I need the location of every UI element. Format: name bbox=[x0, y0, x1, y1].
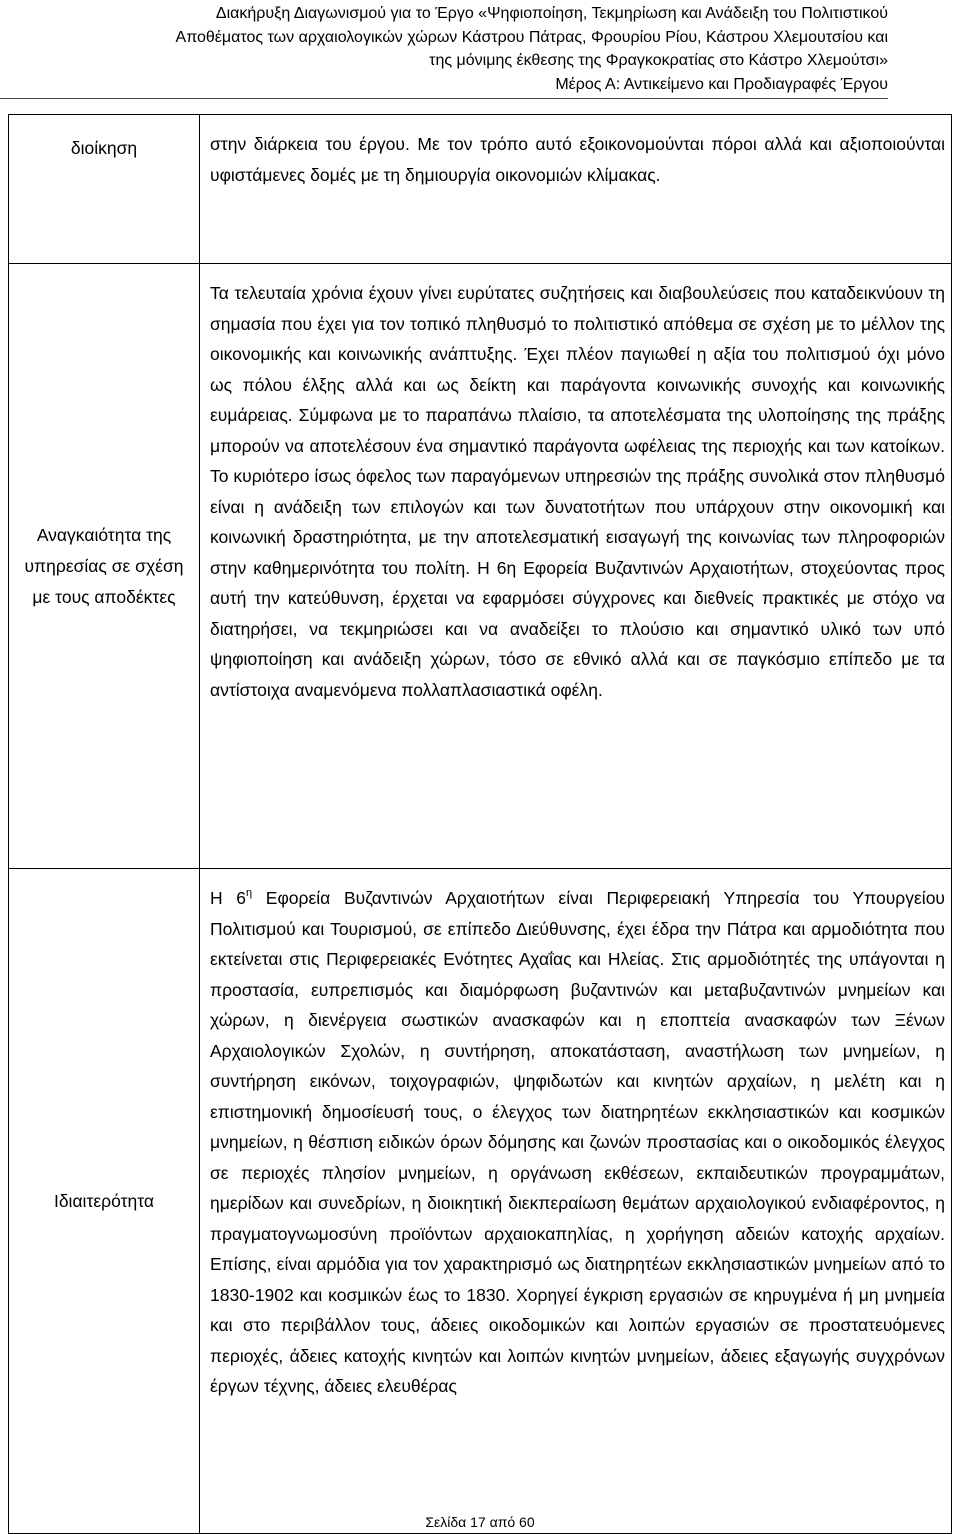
header-title-line-2: Αποθέματος των αρχαιολογικών χώρων Κάστρου Πάτρας, Φρουρίου Ρίου, Κάστρου Χλεμουτσίου και bbox=[175, 28, 888, 46]
row-label-administration: διοίκηση bbox=[9, 115, 200, 264]
page-header bbox=[0, 2, 888, 99]
table-row bbox=[9, 869, 952, 1534]
table-row bbox=[9, 115, 952, 264]
page-number: Σελίδα 17 από 60 bbox=[425, 1514, 535, 1530]
row-label-necessity: Αναγκαιότητα της υπηρεσίας σε σχέση με τους αποδέκτες bbox=[9, 264, 200, 869]
row-text-lead: Η 6 bbox=[210, 888, 247, 908]
row-label-particularity: Ιδιαιτερότητα bbox=[9, 869, 200, 1534]
row-text-particularity bbox=[200, 869, 952, 1534]
header-title-line-1: Διακήρυξη Διαγωνισμού για το Έργο «Ψηφιοποίηση, Τεκμηρίωση και Ανάδειξη του Πολιτιστικού bbox=[215, 5, 888, 22]
ordinal-superscript: η bbox=[246, 887, 253, 899]
spec-table bbox=[8, 114, 952, 1534]
header-title-line-3: της μόνιμης έκθεσης της Φραγκοκρατίας στο Κάστρο Χλεμούτσι» bbox=[429, 52, 888, 69]
header-section-title: Μέρος Α: Αντικείμενο και Προδιαγραφές Έργου bbox=[555, 75, 888, 93]
row-text-necessity: Τα τελευταία χρόνια έχουν γίνει ευρύτατες συζητήσεις και διαβουλεύσεις που καταδεικνύουν τη σημασία που έχει για τον τοπικό πληθυσμό το πολιτιστικό απόθεμα σε σχέση με το μέλλον της οικονομικής και κοινωνικής ανάπτυξης. Έχει πλέον παγιωθεί η αξία του πολιτισμού όχι μόνο ως πόλου έλξης αλλά και ως δείκτη και παράγοντα κοινωνικής συνοχής και κοινωνικής ευμάρειας. Σύμφωνα με το παραπάνω πλαίσιο, τα αποτελέσματα της υλοποίησης της πράξης μπορούν να αποτελέσουν ένα σημαντικό παράγοντα ωφέλειας της περιοχής και των κατοίκων. Το κυριότερο ίσως όφελος των παραγόμενων υπηρεσιών της πράξης συνολικά στον πληθυσμό είναι η ανάδειξη των επιλογών και των δυνατοτήτων που υπάρχουν στην οικονομική και κοινωνική δραστηριότητα, με την αποτελεσματική εισαγωγή της κοινωνίας των πληροφοριών στην καθημερινότητα του πολίτη. Η 6η Εφορεία Βυζαντινών Αρχαιοτήτων, στοχεύοντας προς αυτή την κατεύθυνση, έρχεται να εφαρμόσει σύγχρονες και διεθνείς πρακτικές με στόχο να διατηρήσει, να τεκμηριώσει και να αναδείξει το πλούσιο και σημαντικό υλικό των υπό ψηφιοποίηση και ανάδειξη χώρων, τόσο σε εθνικό αλλά και σε παγκόσμιο επίπεδο με τα αντίστοιχα αναμενόμενα πολλαπλασιαστικά οφέλη. bbox=[200, 264, 952, 869]
row-text-body: Εφορεία Βυζαντινών Αρχαιοτήτων είναι Περιφερειακή Υπηρεσία του Υπουργείου Πολιτισμού και Τουρισμού, σε επίπεδο Διεύθυνσης, έχει έδρα την Πάτρα και αρμοδιότητα που εκτείνεται στις Περιφερειακές Ενότητες Αχαΐας και Ηλείας. Στις αρμοδιότητές της υπάγονται η προστασία, ευπρεπισμός και διαμόρφωση βυζαντινών και μεταβυζαντινών μνημείων και χώρων, η διενέργεια σωστικών ανασκαφών και η εποπτεία ανασκαφών των Ξένων Αρχαιολογικών Σχολών, η συντήρηση, αποκατάσταση, αναστήλωση των μνημείων, η συντήρηση εικόνων, τοιχογραφιών, ψηφιδωτών και κινητών αρχαίων, η μελέτη και η επιστημονική δημοσίευσή τους, ο έλεγχος των διατηρητέων εκκλησιαστικών και κοσμικών μνημείων, η θέσπιση ειδικών όρων δόμησης και ζωνών προστασίας και ο οικοδομικός έλεγχος σε περιοχές πλησίον μνημείων, η οργάνωση εκθέσεων, εκπαιδευτικών προγραμμάτων, ημερίδων και συνεδρίων, η διοικητική διεκπεραίωση θεμάτων αρχαιολογικού ενδιαφέροντος, η πραγματογνωμοσύνη προϊόντων αρχαιοκαπηλίας, η χορήγηση αδειών κατοχής αρχαίων. Επίσης, είναι αρμόδια για τον χαρακτηρισμό ως διατηρητέων εκκλησιαστικών μνημείων από το 1830-1902 και κοσμικών έως το 1830. Χορηγεί έγκριση εργασιών σε κηρυγμένα ή μη μνημεία και στο περιβάλλον τους, άδειες οικοδομικών και λοιπών εργασιών σε προστατευόμενες περιοχές, άδειες κατοχής κινητών και λοιπών κινητών μνημείων, άδειες εξαγωγής συγχρόνων έργων τέχνης, άδειες ελευθέρας bbox=[210, 888, 945, 1396]
table-row bbox=[9, 264, 952, 869]
row-text-administration: στην διάρκεια του έργου. Με τον τρόπο αυτό εξοικονομούνται πόροι αλλά και αξιοποιούνται υφιστάμενες δομές με τη δημιουργία οικονομιών κλίμακας. bbox=[200, 115, 952, 264]
